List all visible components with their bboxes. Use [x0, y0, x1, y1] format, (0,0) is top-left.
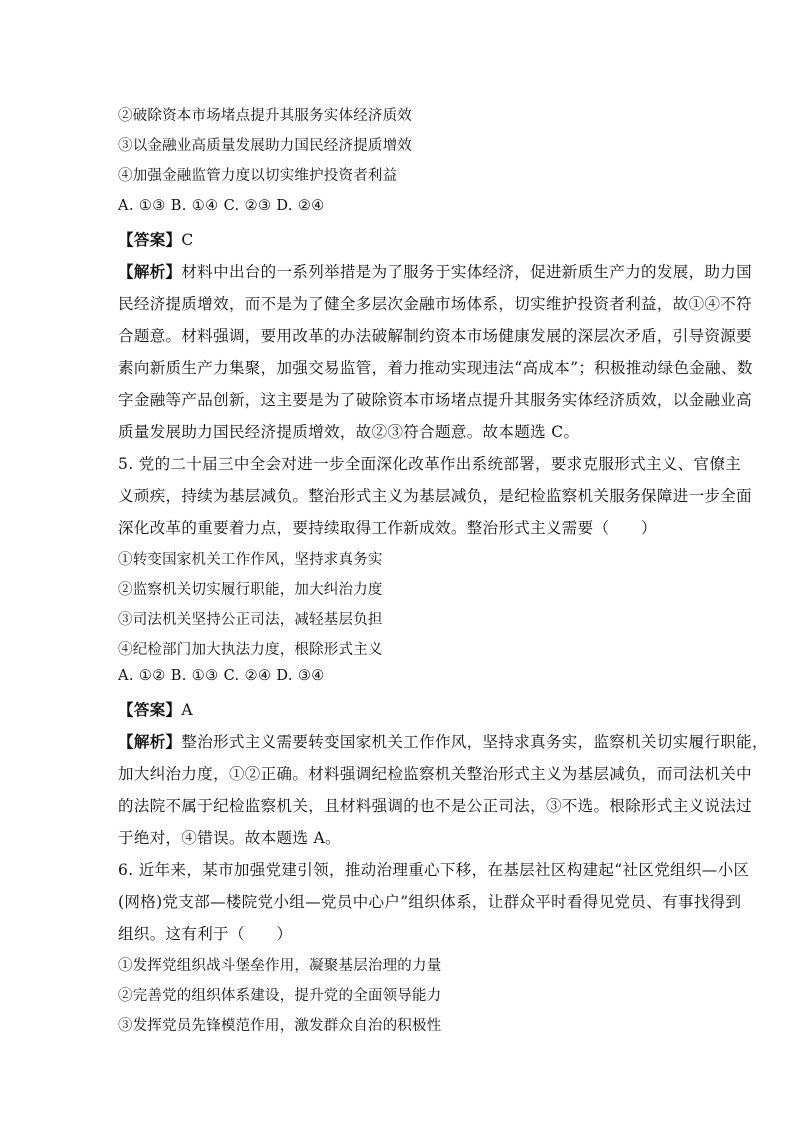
q5-analysis-line: 于绝对，④错误。故本题选 A。 [118, 829, 341, 847]
analysis-tag: 【解析】 [118, 262, 182, 281]
answer-tag: 【答案】 [118, 230, 182, 249]
answer-value: C [181, 231, 194, 249]
q5-option-1: ①转变国家机关工作作风，坚持求真务实 [118, 552, 383, 568]
q6-option-2: ②完善党的组织体系建设，提升党的全面领导能力 [118, 988, 442, 1004]
q4-choices: A. ①③ B. ①④ C. ②③ D. ②④ [118, 198, 325, 214]
q4-analysis-line: 质量发展助力国民经济提质增效，故②③符合题意。故本题选 C。 [118, 423, 580, 441]
q4-analysis-line: 合题意。材料强调，要用改革的办法破解制约资本市场健康发展的深层次矛盾，引导资源要 [118, 327, 753, 345]
q4-answer [118, 228, 194, 250]
q5-stem-line: 义顽疾，持续为基层减负。整治形式主义为基层减负，是纪检监察机关服务保障进一步全面 [118, 487, 753, 505]
answer-value: A [181, 701, 193, 719]
q6-stem-line: (网格)党支部—楼院党小组—党员中心户”组织体系，让群众平时看得见党员、有事找得到 [118, 893, 742, 911]
q6-stem-line: 6. 近年来，某市加强党建引领，推动治理重心下移，在基层社区构建起“社区党组织—小区 [118, 861, 750, 879]
q6-option-3: ③发挥党员先锋模范作用，激发群众自治的积极性 [118, 1018, 442, 1034]
q5-option-3: ③司法机关坚持公正司法，减轻基层负担 [118, 612, 383, 628]
q4-analysis-line: 民经济提质增效，而不是为了健全多层次金融市场体系，切实维护投资者利益，故①④不符 [118, 295, 753, 313]
q5-option-4: ④纪检部门加大执法力度，根除形式主义 [118, 642, 383, 658]
answer-tag: 【答案】 [118, 700, 182, 719]
q4-option-3: ③以金融业高质量发展助力国民经济提质增效 [118, 138, 412, 154]
analysis-tag: 【解析】 [118, 732, 182, 751]
q6-option-1: ①发挥党组织战斗堡垒作用，凝聚基层治理的力量 [118, 958, 442, 974]
q4-analysis-line: 【解析】材料中出台的一系列举措是为了服务于实体经济，促进新质生产力的发展，助力国 [118, 262, 753, 281]
q6-stem-line: 组织。这有利于（ ） [118, 925, 293, 943]
q5-option-2: ②监察机关切实履行职能，加大纠治力度 [118, 582, 383, 598]
q5-answer [118, 698, 193, 720]
q5-choices: A. ①② B. ①③ C. ②④ D. ③④ [118, 668, 325, 684]
q4-analysis-line: 字金融等产品创新，这主要是为了破除资本市场堵点提升其服务实体经济质效，以金融业高 [118, 391, 753, 409]
q4-option-4: ④加强金融监管力度以切实维护投资者利益 [118, 168, 398, 184]
q5-stem-line: 深化改革的重要着力点，要持续取得工作新成效。整治形式主义需要（ ） [118, 519, 657, 537]
q5-analysis-line: 【解析】整治形式主义需要转变国家机关工作作风，坚持求真务实，监察机关切实履行职能， [118, 732, 768, 751]
q4-analysis-line: 素向新质生产力集聚，加强交易监管，着力推动实现违法“高成本”；积极推动绿色金融、数 [118, 359, 753, 377]
q5-analysis-line: 的法院不属于纪检监察机关，且材料强调的也不是公正司法，③不选。根除形式主义说法过 [118, 797, 753, 815]
q5-stem-line: 5. 党的二十届三中全会对进一步全面深化改革作出系统部署，要求克服形式主义、官僚主 [118, 455, 742, 473]
q5-analysis-line: 加大纠治力度，①②正确。材料强调纪检监察机关整治形式主义为基层减负，而司法机关中 [118, 765, 753, 783]
q4-option-2: ②破除资本市场堵点提升其服务实体经济质效 [118, 108, 412, 124]
